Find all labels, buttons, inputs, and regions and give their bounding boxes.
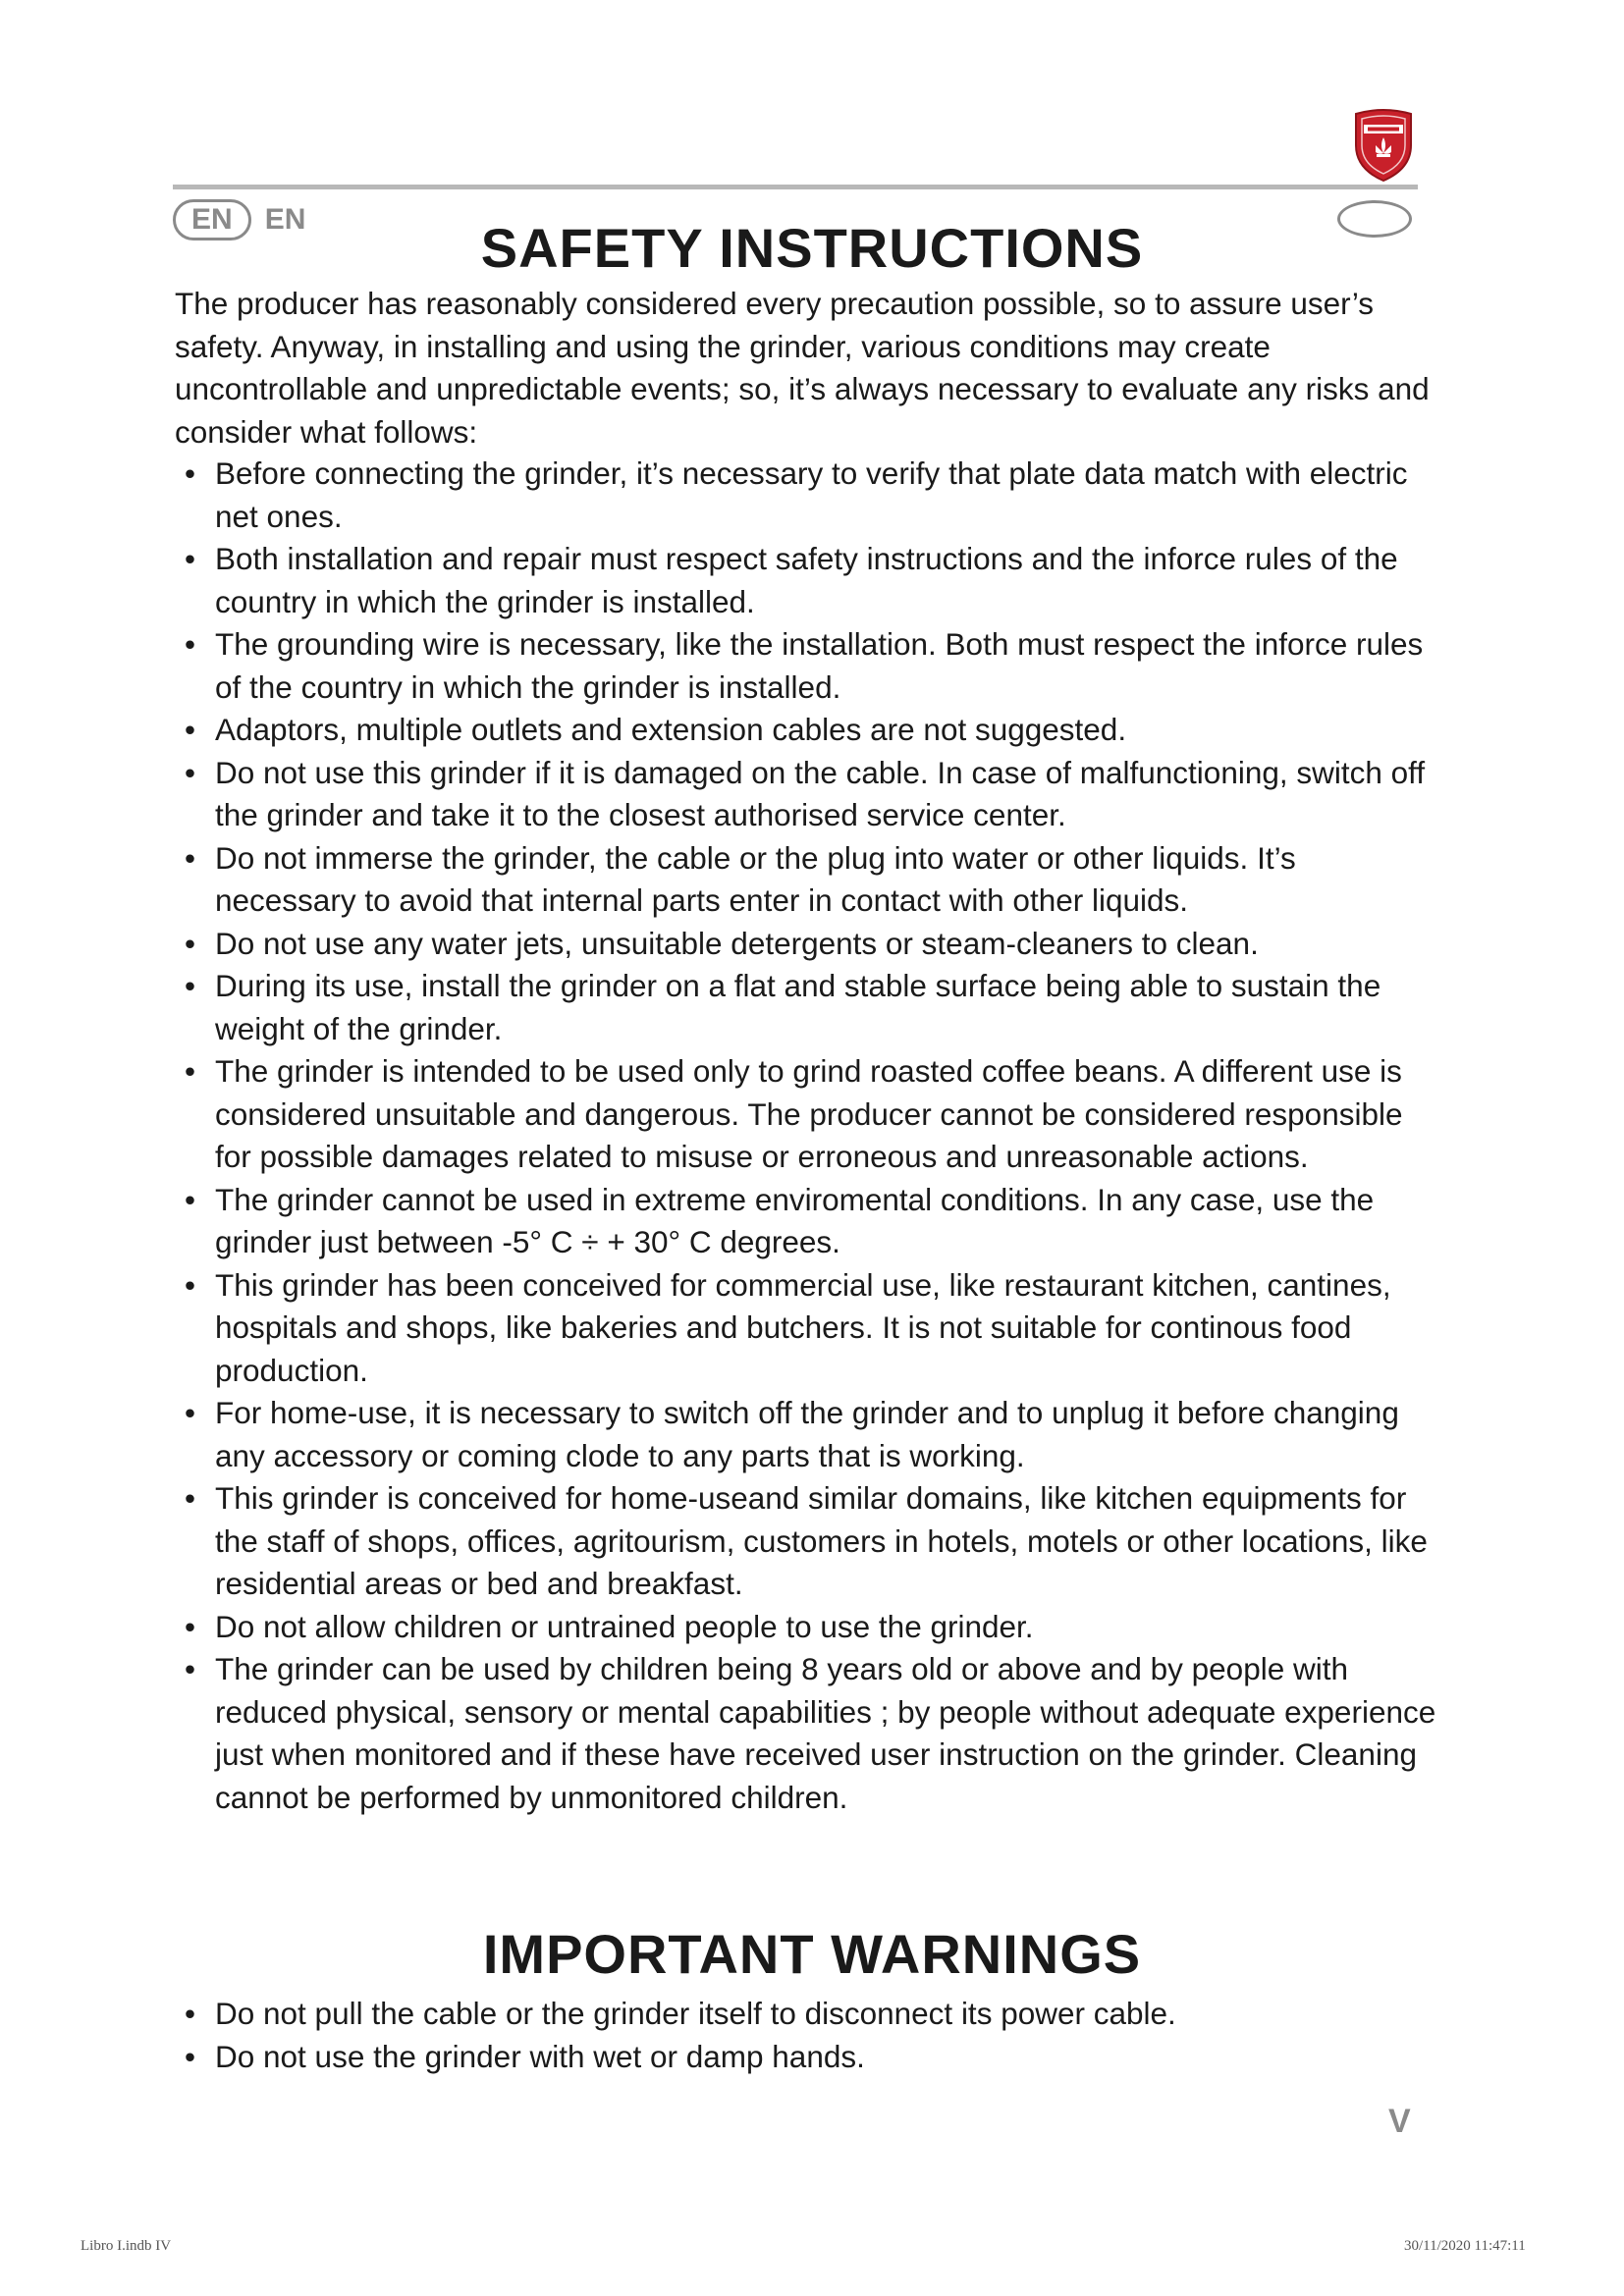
- print-footer-timestamp: 30/11/2020 11:47:11: [1404, 2238, 1526, 2254]
- page-number: V: [1388, 2103, 1411, 2140]
- list-item: • The grounding wire is necessary, like the installation. Both must respect the inforce rules of the country in which the grinder is installed.: [175, 623, 1441, 709]
- language-badge: EN: [173, 199, 251, 240]
- list-item: • The grinder cannot be used in extreme enviromental conditions. In any case, use the grinder just between -5° C ÷ + 30° C degrees.: [175, 1179, 1441, 1264]
- list-item: • Do not use this grinder if it is damaged on the cable. In case of malfunctioning, switch off the grinder and take it to the closest authorised service center.: [175, 752, 1441, 837]
- important-warnings-list: [175, 1993, 1441, 2078]
- list-item: • Adaptors, multiple outlets and extension cables are not suggested.: [175, 709, 1441, 752]
- list-item: • Before connecting the grinder, it’s necessary to verify that plate data match with electric net ones.: [175, 453, 1441, 538]
- list-item: • The grinder is intended to be used only to grind roasted coffee beans. A different use is considered unsuitable and dangerous. The producer cannot be considered responsible for possible damages related to misuse or erroneous and unreasonable actions.: [175, 1050, 1441, 1179]
- list-item: • Do not immerse the grinder, the cable or the plug into water or other liquids. It’s necessary to avoid that internal parts enter in contact with other liquids.: [175, 837, 1441, 923]
- list-item: • Do not allow children or untrained people to use the grinder.: [175, 1606, 1441, 1649]
- list-item: • During its use, install the grinder on a flat and stable surface being able to sustain the weight of the grinder.: [175, 965, 1441, 1050]
- header-rule: [173, 185, 1418, 189]
- list-item: • This grinder has been conceived for commercial use, like restaurant kitchen, cantines, hospitals and shops, like bakeries and butchers. It is not suitable for continous food production.: [175, 1264, 1441, 1393]
- list-item: • Both installation and repair must respect safety instructions and the inforce rules of the country in which the grinder is installed.: [175, 538, 1441, 623]
- important-warnings-title: IMPORTANT WARNINGS: [482, 1923, 1142, 1985]
- list-item: • Do not use the grinder with wet or damp hands.: [175, 2036, 1441, 2079]
- list-item: • For home-use, it is necessary to switch off the grinder and to unplug it before changing any accessory or coming clode to any parts that is working.: [175, 1392, 1441, 1477]
- list-item: • The grinder can be used by children being 8 years old or above and by people with reduced physical, sensory or mental capabilities ; by people without adequate experience just when monitored and if these have received user instruction on the grinder. Cleaning cannot be performed by unmonitored children.: [175, 1648, 1441, 1819]
- intro-paragraph: The producer has reasonably considered every precaution possible, so to assure user’s safety. Anyway, in installing and using the grinder, various conditions may create uncontrollable and unpredictable events; so, it’s always necessary to evaluate any risks and consider what follows:: [175, 286, 1430, 450]
- language-label: EN: [264, 203, 306, 236]
- safety-instructions-title: SAFETY INSTRUCTIONS: [480, 217, 1144, 279]
- print-footer-file: Libro I.indb IV: [81, 2238, 172, 2254]
- list-item: • This grinder is conceived for home-useand similar domains, like kitchen equipments for the staff of shops, offices, agritourism, customers in hotels, motels or other locations, like residential areas or bed and breakfast.: [175, 1477, 1441, 1606]
- list-item: • Do not pull the cable or the grinder itself to disconnect its power cable.: [175, 1993, 1441, 2036]
- list-item: • Do not use any water jets, unsuitable detergents or steam-cleaners to clean.: [175, 923, 1441, 966]
- eureka-logo: [1350, 108, 1417, 183]
- safety-instructions-list: [175, 453, 1441, 1819]
